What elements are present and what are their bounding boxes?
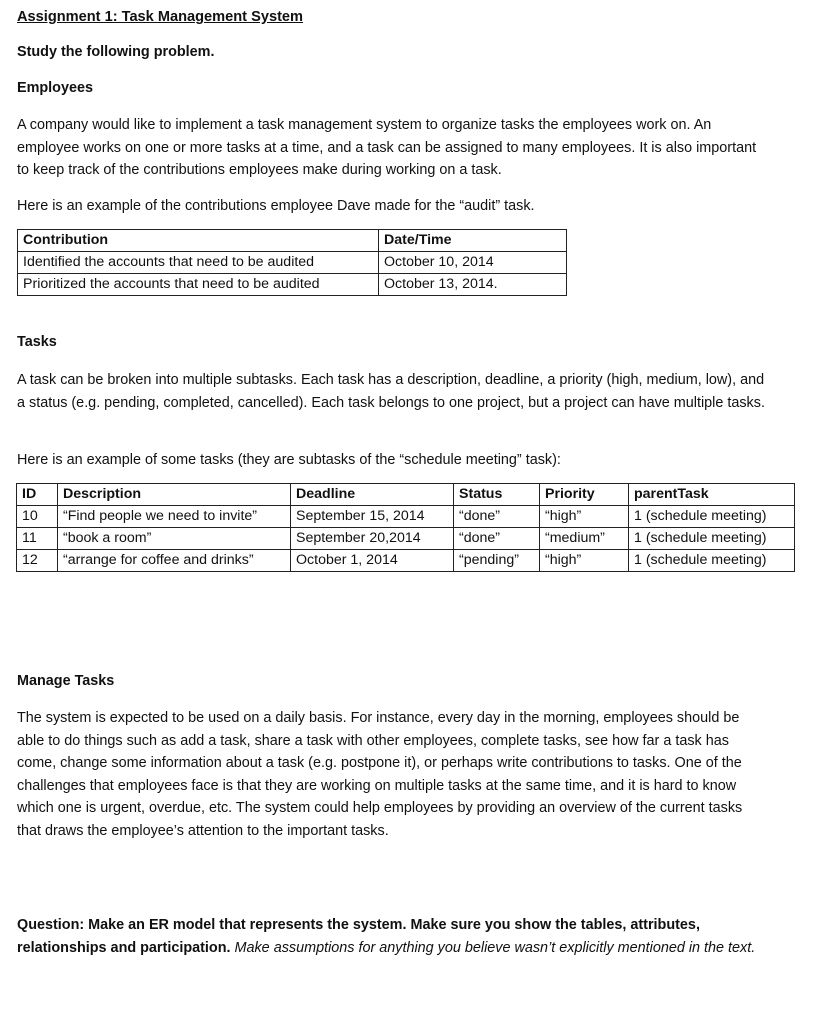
question-bold: Question: Make an ER model that represents the system. Make sure you show the tables, attributes, relationships and participation. <box>17 917 700 956</box>
page-title: Assignment 1: Task Management System <box>17 9 304 25</box>
table-cell: October 13, 2014. <box>379 274 567 296</box>
question-italic: Make assumptions for anything you believe wasn’t explicitly mentioned in the text. <box>234 939 756 956</box>
table-header-row <box>18 230 567 252</box>
table-cell: 10 <box>17 506 58 528</box>
study-instruction: Study the following problem. <box>17 44 215 60</box>
table-cell: “high” <box>540 550 629 572</box>
table-cell: “done” <box>454 506 540 528</box>
employees-paragraph: A company would like to implement a task management system to organize tasks the employees work on. An employee works on one or more tasks at a time, and a task can be assigned to many employees. It is also important to keep track of the contributions employees make during working on a task. <box>17 117 757 179</box>
table-cell: “arrange for coffee and drinks” <box>58 550 291 572</box>
tasks-intro: Here is an example of some tasks (they are subtasks of the “schedule meeting” task): <box>17 452 561 468</box>
table-cell: “high” <box>540 506 629 528</box>
table-cell: “done” <box>454 528 540 550</box>
table-row <box>18 252 567 274</box>
column-header: Priority <box>540 484 629 506</box>
tasks-heading: Tasks <box>17 334 57 350</box>
table-cell: October 1, 2014 <box>291 550 454 572</box>
table-header-row <box>17 484 795 506</box>
column-header: parentTask <box>629 484 795 506</box>
tasks-table <box>16 483 795 572</box>
table-cell: October 10, 2014 <box>379 252 567 274</box>
table-cell: 1 (schedule meeting) <box>629 506 795 528</box>
column-header: Status <box>454 484 540 506</box>
table-cell: September 15, 2014 <box>291 506 454 528</box>
table-cell: “Find people we need to invite” <box>58 506 291 528</box>
table-cell: September 20,2014 <box>291 528 454 550</box>
employees-heading: Employees <box>17 80 93 96</box>
tasks-paragraph: A task can be broken into multiple subtasks. Each task has a description, deadline, a priority (high, medium, low), and a status (e.g. pending, completed, cancelled). Each task belongs to one project, but a project can have multiple tasks. <box>17 372 765 411</box>
table-row <box>17 506 795 528</box>
table-cell: 12 <box>17 550 58 572</box>
table-row <box>17 550 795 572</box>
table-cell: Identified the accounts that need to be audited <box>18 252 379 274</box>
manage-heading: Manage Tasks <box>17 673 115 689</box>
column-header: ID <box>17 484 58 506</box>
table-row <box>17 528 795 550</box>
column-header: Description <box>58 484 291 506</box>
table-cell: 11 <box>17 528 58 550</box>
manage-paragraph: The system is expected to be used on a daily basis. For instance, every day in the morning, employees should be able to do things such as add a task, share a task with other employees, complete tasks, see how far a task has come, change some information about a task (e.g. postpone it), or perhaps write contributions to tasks. One of the challenges that employees face is that they are working on multiple tasks at the same time, and it is hard to know which one is urgent, overdue, etc. The system could help employees by providing an overview of the current tasks that draws the employee’s attention to the important tasks. <box>17 710 743 839</box>
table-cell: “pending” <box>454 550 540 572</box>
column-header: Deadline <box>291 484 454 506</box>
table-cell: Prioritized the accounts that need to be audited <box>18 274 379 296</box>
column-header: Contribution <box>18 230 379 252</box>
contributions-intro: Here is an example of the contributions employee Dave made for the “audit” task. <box>17 198 535 214</box>
table-cell: 1 (schedule meeting) <box>629 528 795 550</box>
column-header: Date/Time <box>379 230 567 252</box>
question <box>17 914 777 959</box>
table-cell: “book a room” <box>58 528 291 550</box>
contributions-table <box>17 229 567 296</box>
table-row <box>18 274 567 296</box>
table-cell: “medium” <box>540 528 629 550</box>
table-cell: 1 (schedule meeting) <box>629 550 795 572</box>
